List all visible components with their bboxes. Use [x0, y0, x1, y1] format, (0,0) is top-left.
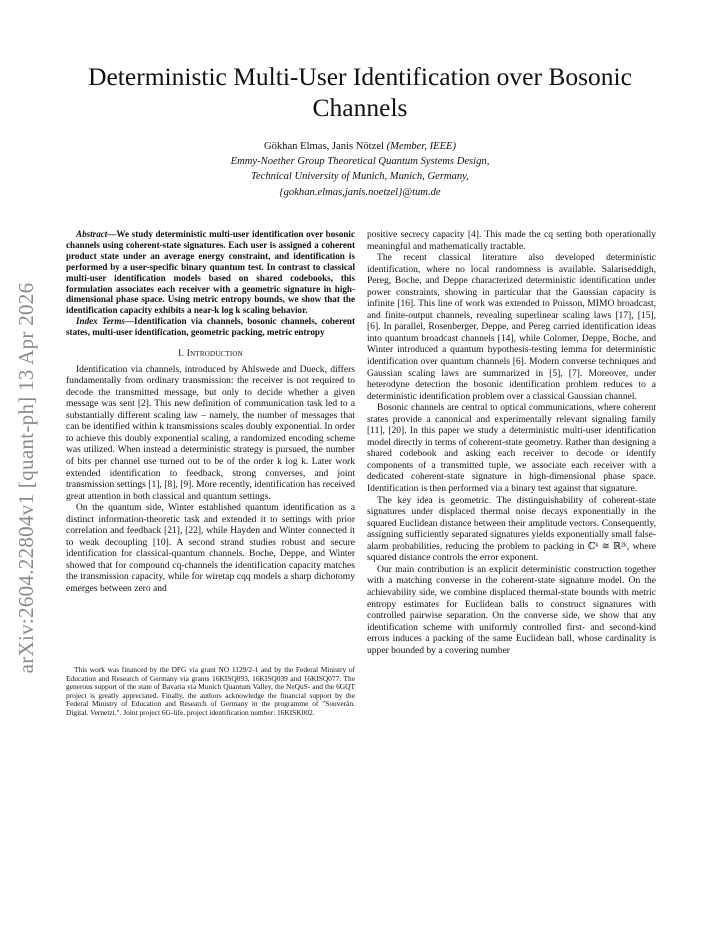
abstract-label: Abstract — [76, 229, 108, 239]
paragraph: Identification via channels, introduced by Ahlswede and Dueck, differs fundamentally from ordinary transmission: the receiver is not required to decode the transmitted message, but only to decide whether a given message was sent [2]. This new definition of communication task led to a substantially different scaling law – namely, the number of messages that can be identified within k transmissions scales doubly exponential. In order to achieve this doubly exponential scaling, a randomized encoding scheme was utilized. When instead a deterministic strategy is pursued, the number of bits per channel use turned out to be of the order k log k. Later work extended identification to feedback, strong converses, and joint transmission settings [1], [8], [9]. More recently, identification has received great attention in both classical and quantum settings. — [66, 363, 355, 502]
index-terms — [66, 316, 355, 338]
index-terms-label: Index Terms — [76, 316, 125, 327]
index-terms-text: —Identification via channels, bosonic channels, coherent states, multi-user identification, geometric packing, metric entropy — [66, 316, 355, 338]
author-member-note: (Member, IEEE) — [386, 141, 457, 152]
footnote-text: This work was financed by the DFG via grant NO 1129/2-1 and by the Federal Ministry of Education and Research of Germany via grants 16KISQ093, 16KISQ039 and 16KISQ077. The generous support of the state of Bavaria via Munich Quantum Valley, the NeQuS- and the 6GQT project is greatly appreciated. Finally, the authors acknowledge the financial support by the Federal Ministry of Education and Research of Germany in the programme of "Souverän. Digital. Vernetzt.". Joint project 6G-life, project identification number: 16KISK002. — [66, 665, 355, 717]
paragraph: On the quantum side, Winter established quantum identification as a distinct information-theoretic task and extended it to settings with prior correlation and feedback [21], [22], while Hayden and Winter connected it to weak decoupling [10]. A second strand studies robust and secure identification for classical-quantum channels. Boche, Deppe, and Winter showed that for compound cq-channels the identification capacity matches the transmission capacity, while for wiretap cqq models a sharp dichotomy emerges between zero and — [66, 502, 355, 594]
author-block — [80, 139, 640, 200]
paragraph: The recent classical literature also developed deterministic identification, where no local randomness is available. Salariseddigh, Pereg, Boche, and Deppe characterized deterministic identification under power constraints, showing in particular that the Gaussian capacity is infinite [16]. This line of work was extended to Poisson, MIMO broadcast, and finite-output channels, revealing superlinear scaling laws [17], [15], [6]. In parallel, Rosenberger, Deppe, and Pereg carried identification ideas into quantum broadcast channels [14], while Colomer, Deppe, Boche, and Winter introduced a quantum hypothesis-testing lemma for deterministic identification over quantum channels [6]. Modern converse techniques and Gaussian scaling laws are summarized in [5], [7]. Moreover, under heterodyne detection the bosonic identification problem reduces to a deterministic identification problem over a classical Gaussian channel. — [367, 252, 656, 402]
author-line — [80, 139, 640, 154]
section-number: I. — [178, 348, 185, 360]
right-column — [367, 229, 656, 656]
abstract — [66, 229, 355, 316]
affiliation-line-2: Technical University of Munich, Munich, Germany, — [251, 171, 469, 183]
paragraph: Bosonic channels are central to optical communications, where coherent states provide a canonical and experimentally relevant signaling family [11], [20]. In this paper we study a deterministic multi-user identification model directly in terms of coherent-state geometry. Rather than designing a shared codebook and asking each receiver to decode or identify components of a transmitted tuple, we associate each receiver with a dedicated coherent-state signature in high-dimensional phase space. Identification is then performed via a binary test against that signature. — [367, 402, 656, 495]
funding-footnote — [66, 666, 355, 717]
section-heading — [66, 348, 355, 360]
affiliation-line-1: Emmy-Noether Group Theoretical Quantum Systems Design, — [230, 156, 490, 168]
left-column — [66, 229, 355, 595]
author-email: {gokhan.elmas,janis.noetzel}@tum.de — [279, 186, 441, 198]
author-names: Gökhan Elmas, Janis Nötzel — [263, 141, 384, 152]
paragraph: positive secrecy capacity [4]. This made the cq setting both operationally meaningful and mathematically tractable. — [367, 229, 656, 252]
paragraph: Our main contribution is an explicit deterministic construction together with a matching converse in the coherent-state signature model. On the achievability side, we combine displaced thermal-state bounds with metric entropy estimates for Euclidean balls to construct signatures with controlled pairwise separation. On the converse side, we show that any identification scheme with uniformly controlled first- and second-kind errors induces a packing of the same Euclidean ball, whose cardinality is upper bounded by a covering number — [367, 563, 656, 656]
paper-title: Deterministic Multi-User Identification over Bosonic Channels — [88, 62, 632, 122]
section-name: Introduction — [186, 348, 243, 360]
abstract-text: —We study deterministic multi-user identification over bosonic channels using coherent-state signatures. Each user is assigned a coherent product state under an average energy constraint, and identification is performed by a user-specific binary quantum test. In contrast to classical multi-user identification models based on shared codebooks, this formulation associates each receiver with a geometric signature in high-dimensional phase space. Using metric entropy bounds, we show that the identification capacity exhibits a near-k log k scaling behavior. — [66, 229, 355, 316]
arxiv-stamp-text: arXiv:2604.22804v1 [quant-ph] 13 Apr 2026 — [14, 282, 38, 674]
paragraph: The key idea is geometric. The distinguishability of coherent-state signatures under displaced thermal noise decays exponentially in the squared Euclidean distance between their amplitude vectors. Consequently, assigning sufficiently separated signatures yields exponentially small false-alarm probabilities, reducing the problem to packing in ℂᵏ ≅ ℝ²ᵏ, where squared distance controls the error exponent. — [367, 494, 656, 564]
